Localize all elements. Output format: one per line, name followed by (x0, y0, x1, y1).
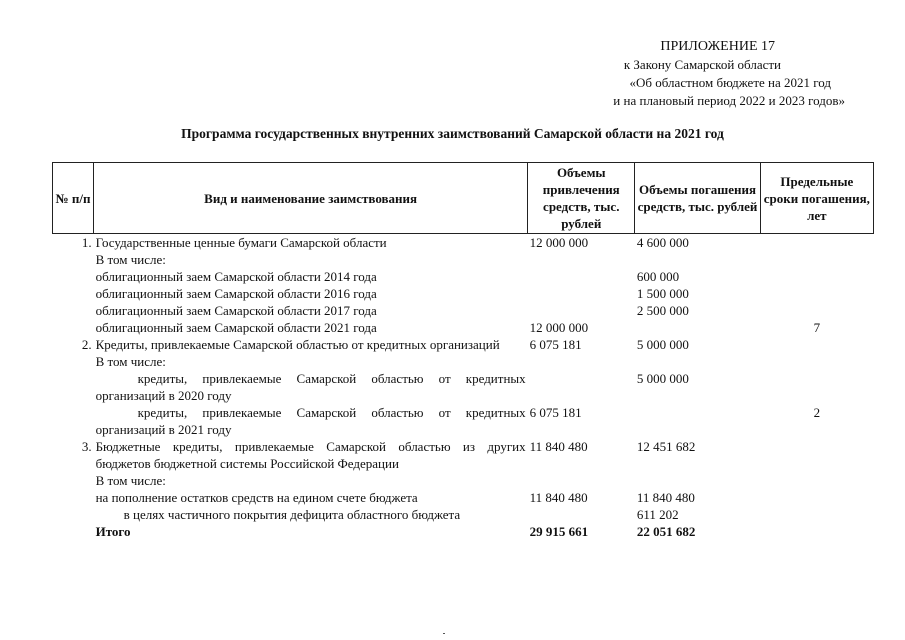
table-row (53, 370, 874, 404)
row-term: 2 (813, 405, 821, 420)
row-attract: 12 000 000 (529, 235, 589, 250)
table-row (53, 353, 874, 370)
row-num (53, 472, 94, 489)
row-attract: 11 840 480 (529, 490, 588, 505)
row-repay: 1 500 000 (636, 286, 689, 301)
table-row (53, 438, 874, 472)
total-attract: 29 915 661 (529, 524, 589, 539)
row-name: В том числе: (95, 354, 166, 369)
row-name: В том числе: (95, 473, 166, 488)
row-attract (528, 302, 635, 319)
document-title: Программа государственных внутренних заимствований Самарской области на 2021 год (181, 126, 724, 141)
row-repay: 11 840 480 (636, 490, 695, 505)
row-term (760, 370, 873, 404)
table-row (53, 251, 874, 268)
row-repay: 4 600 000 (636, 235, 689, 250)
scan-speck (443, 633, 445, 634)
total-num-cell (53, 523, 94, 540)
row-term (760, 251, 873, 268)
total-row (53, 523, 874, 540)
row-num (53, 370, 94, 404)
row-repay (635, 319, 760, 336)
row-name: Государственные ценные бумаги Самарской области (95, 235, 387, 250)
table-row (53, 302, 874, 319)
table-row (53, 489, 874, 506)
row-attract (528, 506, 635, 523)
row-repay: 5 000 000 (636, 337, 689, 352)
row-term (760, 438, 873, 472)
row-name: В том числе: (95, 252, 166, 267)
row-num (53, 302, 94, 319)
row-term (760, 234, 873, 252)
total-term-cell (760, 523, 873, 540)
row-name: кредиты, привлекаемые Самарской областью от кредитных организаций в 2021 году (95, 405, 526, 437)
row-attract (528, 268, 635, 285)
row-repay (635, 472, 760, 489)
row-term (760, 302, 873, 319)
row-name: кредиты, привлекаемые Самарской областью от кредитных организаций в 2020 году (95, 371, 526, 403)
borrowing-program-table (52, 162, 874, 540)
row-num: 2. (81, 337, 92, 352)
table-row (53, 506, 874, 523)
row-name: облигационный заем Самарской области 2016 года (95, 286, 377, 301)
table-row (53, 472, 874, 489)
row-attract: 6 075 181 (529, 405, 582, 420)
table-header-row (53, 163, 874, 234)
row-name: в целях частичного покрытия дефицита областного бюджета (123, 507, 461, 522)
row-attract: 11 840 480 (529, 439, 588, 454)
row-term (760, 268, 873, 285)
row-repay: 12 451 682 (636, 439, 696, 454)
annex-law-line: к Закону Самарской области (623, 57, 781, 72)
row-term (760, 489, 873, 506)
row-num (53, 353, 94, 370)
row-attract (528, 353, 635, 370)
header-repay: Объемы погашения средств, тыс. рублей (635, 163, 760, 234)
table-row (53, 319, 874, 336)
table-row (53, 268, 874, 285)
row-repay: 600 000 (636, 269, 680, 284)
table-row (53, 234, 874, 252)
row-num (53, 506, 94, 523)
row-name: облигационный заем Самарской области 2014 года (95, 269, 377, 284)
table-row (53, 285, 874, 302)
annex-period-line: и на плановый период 2022 и 2023 годов» (613, 93, 845, 108)
row-num (53, 268, 94, 285)
table-row (53, 404, 874, 438)
row-attract (528, 251, 635, 268)
row-attract (528, 370, 635, 404)
row-attract (528, 472, 635, 489)
row-repay (635, 353, 760, 370)
row-num: 3. (81, 439, 92, 454)
annex-header (525, 38, 845, 110)
row-term: 7 (813, 320, 821, 335)
row-name: Бюджетные кредиты, привлекаемые Самарской областью из других бюджетов бюджетной системы Российской Федерации (95, 439, 526, 471)
row-repay (635, 251, 760, 268)
row-num (53, 251, 94, 268)
row-term (760, 353, 873, 370)
row-term (760, 285, 873, 302)
row-num (53, 319, 94, 336)
row-num: 1. (81, 235, 92, 250)
annex-law-name-line: «Об областном бюджете на 2021 год (629, 75, 831, 90)
table-row (53, 336, 874, 353)
row-term (760, 506, 873, 523)
total-repay: 22 051 682 (636, 524, 696, 539)
row-name: на пополнение остатков средств на едином счете бюджета (95, 490, 418, 505)
annex-title: ПРИЛОЖЕНИЕ 17 (660, 39, 775, 54)
row-num (53, 489, 94, 506)
row-num (53, 404, 94, 438)
row-name: облигационный заем Самарской области 2017 года (95, 303, 377, 318)
row-name: облигационный заем Самарской области 2021 года (95, 320, 377, 335)
header-term: Предельные сроки погашения, лет (760, 163, 873, 234)
header-name: Вид и наименование заимствования (94, 163, 528, 234)
row-attract (528, 285, 635, 302)
row-term (760, 336, 873, 353)
row-repay (635, 404, 760, 438)
row-term (760, 472, 873, 489)
header-num: № п/п (53, 163, 94, 234)
row-attract: 6 075 181 (529, 337, 582, 352)
total-label: Итого (95, 524, 131, 539)
row-name: Кредиты, привлекаемые Самарской областью от кредитных организаций (95, 337, 500, 352)
row-num (53, 285, 94, 302)
header-attract: Объемы привлечения средств, тыс. рублей (528, 163, 635, 234)
row-repay: 2 500 000 (636, 303, 689, 318)
row-repay: 5 000 000 (636, 371, 689, 386)
row-attract: 12 000 000 (529, 320, 589, 335)
row-repay: 611 202 (636, 507, 679, 522)
